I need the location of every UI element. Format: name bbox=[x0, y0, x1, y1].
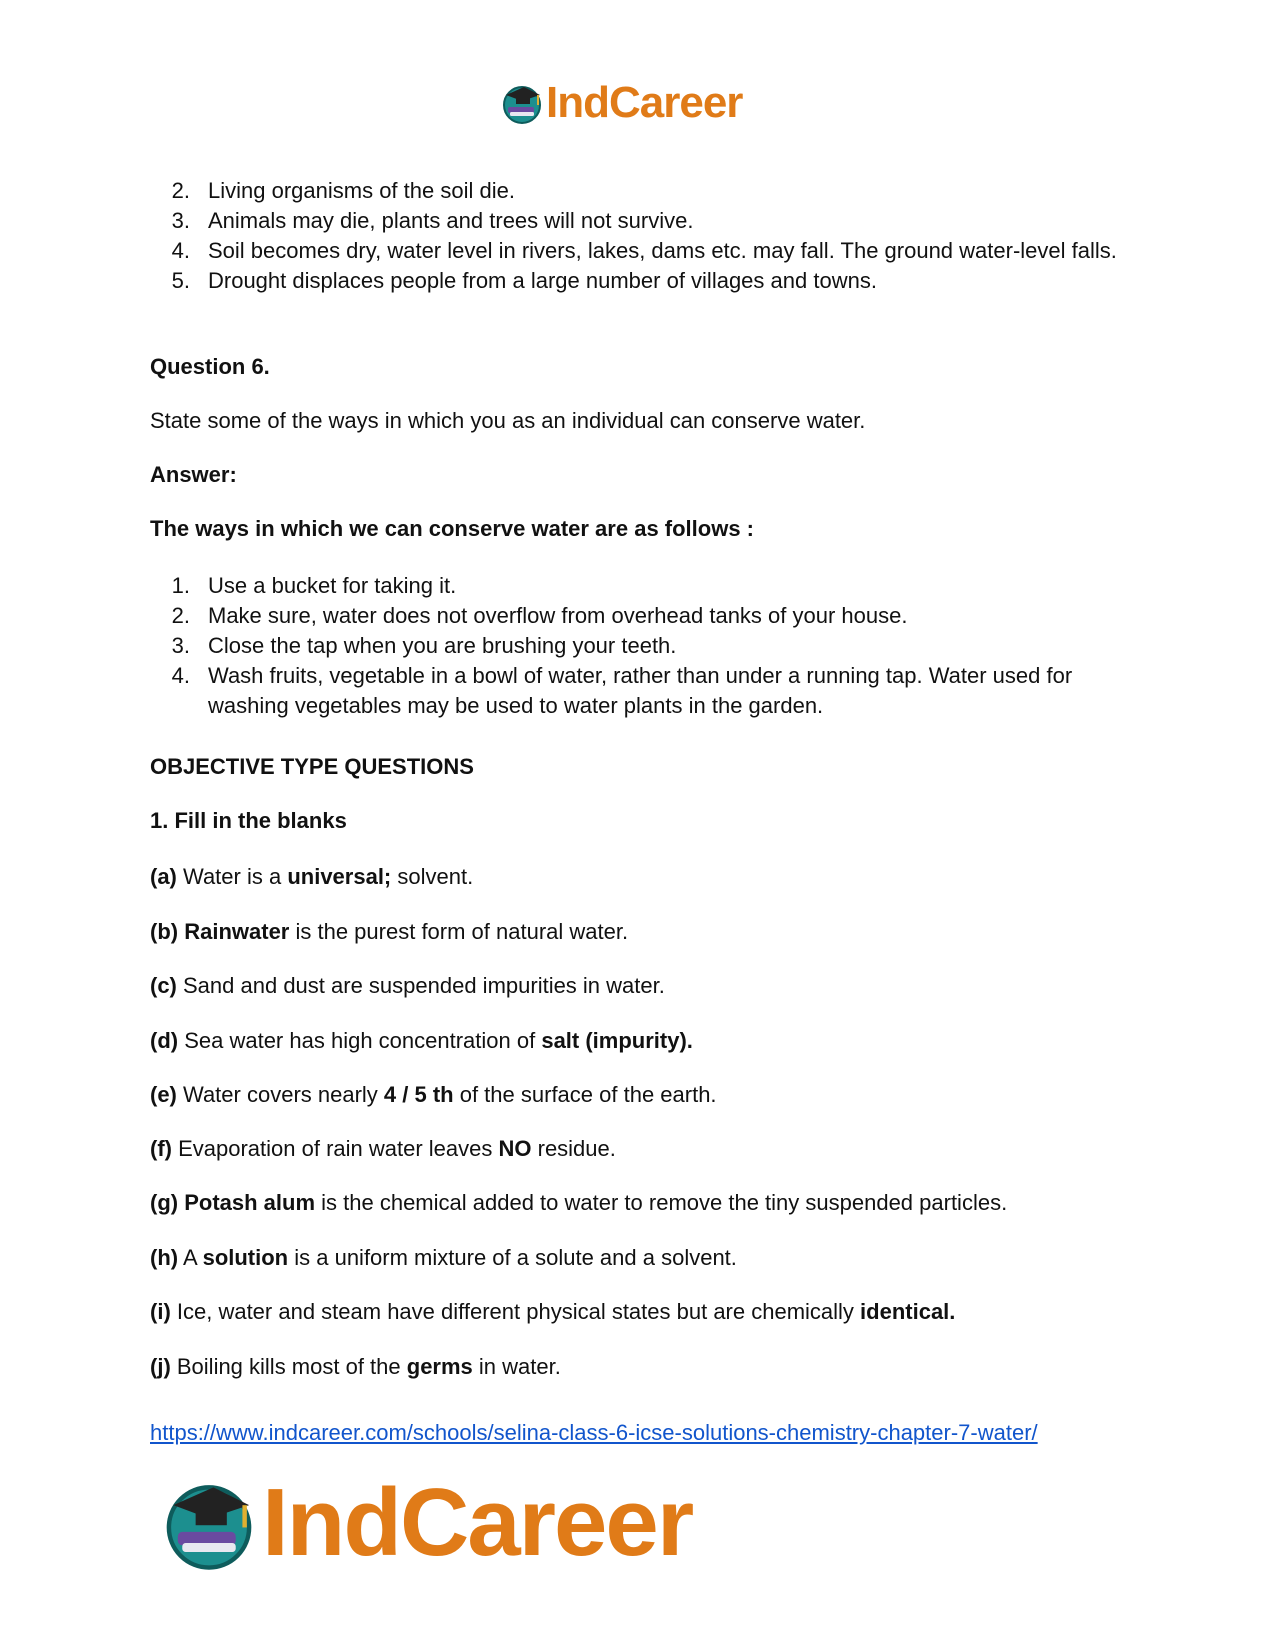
blank-item-c: (c) Sand and dust are suspended impurities in water. bbox=[150, 973, 665, 998]
list-item: 4. Wash fruits, vegetable in a bowl of water, rather than under a running tap. Water used for washing vegetables may be used to water plants in the garden. bbox=[171, 663, 1073, 718]
answer-label: Answer: bbox=[150, 462, 237, 487]
logo-text: IndCareer bbox=[546, 78, 743, 127]
conservation-list bbox=[150, 571, 1135, 721]
section-heading: OBJECTIVE TYPE QUESTIONS bbox=[150, 754, 474, 779]
list-item: 3. Close the tap when you are brushing your teeth. bbox=[171, 633, 677, 658]
answer-intro: The ways in which we can conserve water are as follows : bbox=[150, 516, 755, 541]
blank-item-e: (e) Water covers nearly 4 / 5 th of the surface of the earth. bbox=[150, 1082, 717, 1107]
header-logo bbox=[500, 78, 742, 128]
list-item: 3. Animals may die, plants and trees will not survive. bbox=[171, 208, 694, 233]
list-item: 2. Living organisms of the soil die. bbox=[171, 178, 515, 203]
question-heading: Question 6. bbox=[150, 354, 270, 379]
blank-item-g: (g) Potash alum is the chemical added to water to remove the tiny suspended particles. bbox=[150, 1190, 1008, 1215]
blank-item-h: (h) A solution is a uniform mixture of a solute and a solvent. bbox=[150, 1245, 737, 1270]
graduation-globe-icon bbox=[160, 1474, 258, 1572]
blank-item-i: (i) Ice, water and steam have different physical states but are chemically identical. bbox=[150, 1299, 956, 1324]
graduation-globe-icon bbox=[500, 81, 544, 125]
list-item: 1. Use a bucket for taking it. bbox=[171, 573, 457, 598]
source-link[interactable]: https://www.indcareer.com/schools/selina-class-6-icse-solutions-chemistry-chapter-7-water/ bbox=[150, 1420, 1038, 1445]
list-item: 4. Soil becomes dry, water level in rivers, lakes, dams etc. may fall. The ground water-level falls. bbox=[171, 238, 1117, 263]
consequences-list bbox=[150, 176, 1135, 296]
blank-item-j: (j) Boiling kills most of the germs in water. bbox=[150, 1354, 561, 1379]
blank-item-b: (b) Rainwater is the purest form of natural water. bbox=[150, 919, 629, 944]
section-subheading: 1. Fill in the blanks bbox=[150, 808, 347, 833]
list-item: 5. Drought displaces people from a large number of villages and towns. bbox=[171, 268, 877, 293]
blank-item-f: (f) Evaporation of rain water leaves NO residue. bbox=[150, 1136, 616, 1161]
blank-item-d: (d) Sea water has high concentration of salt (impurity). bbox=[150, 1028, 693, 1053]
blank-item-a: (a) Water is a universal; solvent. bbox=[150, 864, 474, 889]
logo-text: IndCareer bbox=[262, 1469, 693, 1576]
list-item: 2. Make sure, water does not overflow from overhead tanks of your house. bbox=[171, 603, 908, 628]
footer-logo bbox=[160, 1468, 692, 1578]
question-text: State some of the ways in which you as an individual can conserve water. bbox=[150, 408, 866, 433]
